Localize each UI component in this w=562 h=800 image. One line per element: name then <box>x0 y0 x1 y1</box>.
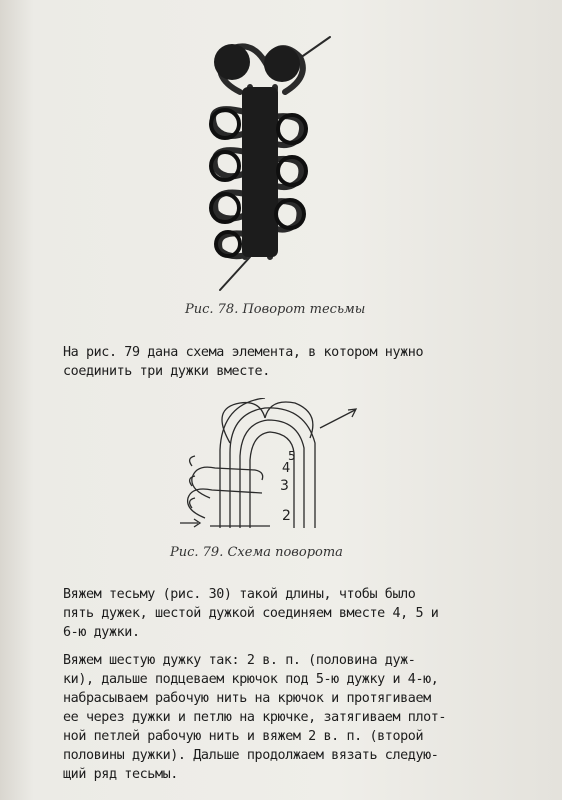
text-line: набрасываем рабочую нить на крючок и протягиваем <box>63 691 431 706</box>
label-5: 5 <box>288 449 296 463</box>
paragraph-3 <box>63 651 503 784</box>
intro-paragraph <box>63 343 503 381</box>
text-line: щий ряд тесьмы. <box>63 767 178 782</box>
text-line: Вяжем шестую дужку так: 2 в. п. (половина дуж- <box>63 653 416 668</box>
text-line: пять дужек, шестой дужкой соединяем вместе 4, 5 и <box>63 606 439 621</box>
text-line: ки), дальше подцеваем крючок под 5-ю дужку и 4-ю, <box>63 672 439 687</box>
text-line: ной петлей рабочую нить и вяжем 2 в. п. (второй <box>63 729 424 744</box>
text-line: 6-ю дужки. <box>63 625 140 640</box>
label-2: 2 <box>282 508 291 524</box>
text-line: Вяжем тесьму (рис. 30) такой длины, чтобы было <box>63 587 416 602</box>
text-line: На рис. 79 дана схема элемента, в котором нужно <box>63 345 424 360</box>
label-4: 4 <box>282 461 291 476</box>
text-line: половины дужки). Дальше продолжаем вязать следую- <box>63 748 439 763</box>
lace-braid-photo <box>170 32 350 302</box>
label-3: 3 <box>280 478 289 494</box>
text-line: соединить три дужки вместе. <box>63 364 270 379</box>
text-line: ее через дужки и петлю на крючке, затягиваем плот- <box>63 710 447 725</box>
figure-78-caption: Рис. 78. Поворот тесьмы <box>185 302 366 317</box>
figure-79-caption: Рис. 79. Схема поворота <box>170 545 343 560</box>
turn-scheme-diagram <box>170 398 370 538</box>
paragraph-2 <box>63 585 503 642</box>
